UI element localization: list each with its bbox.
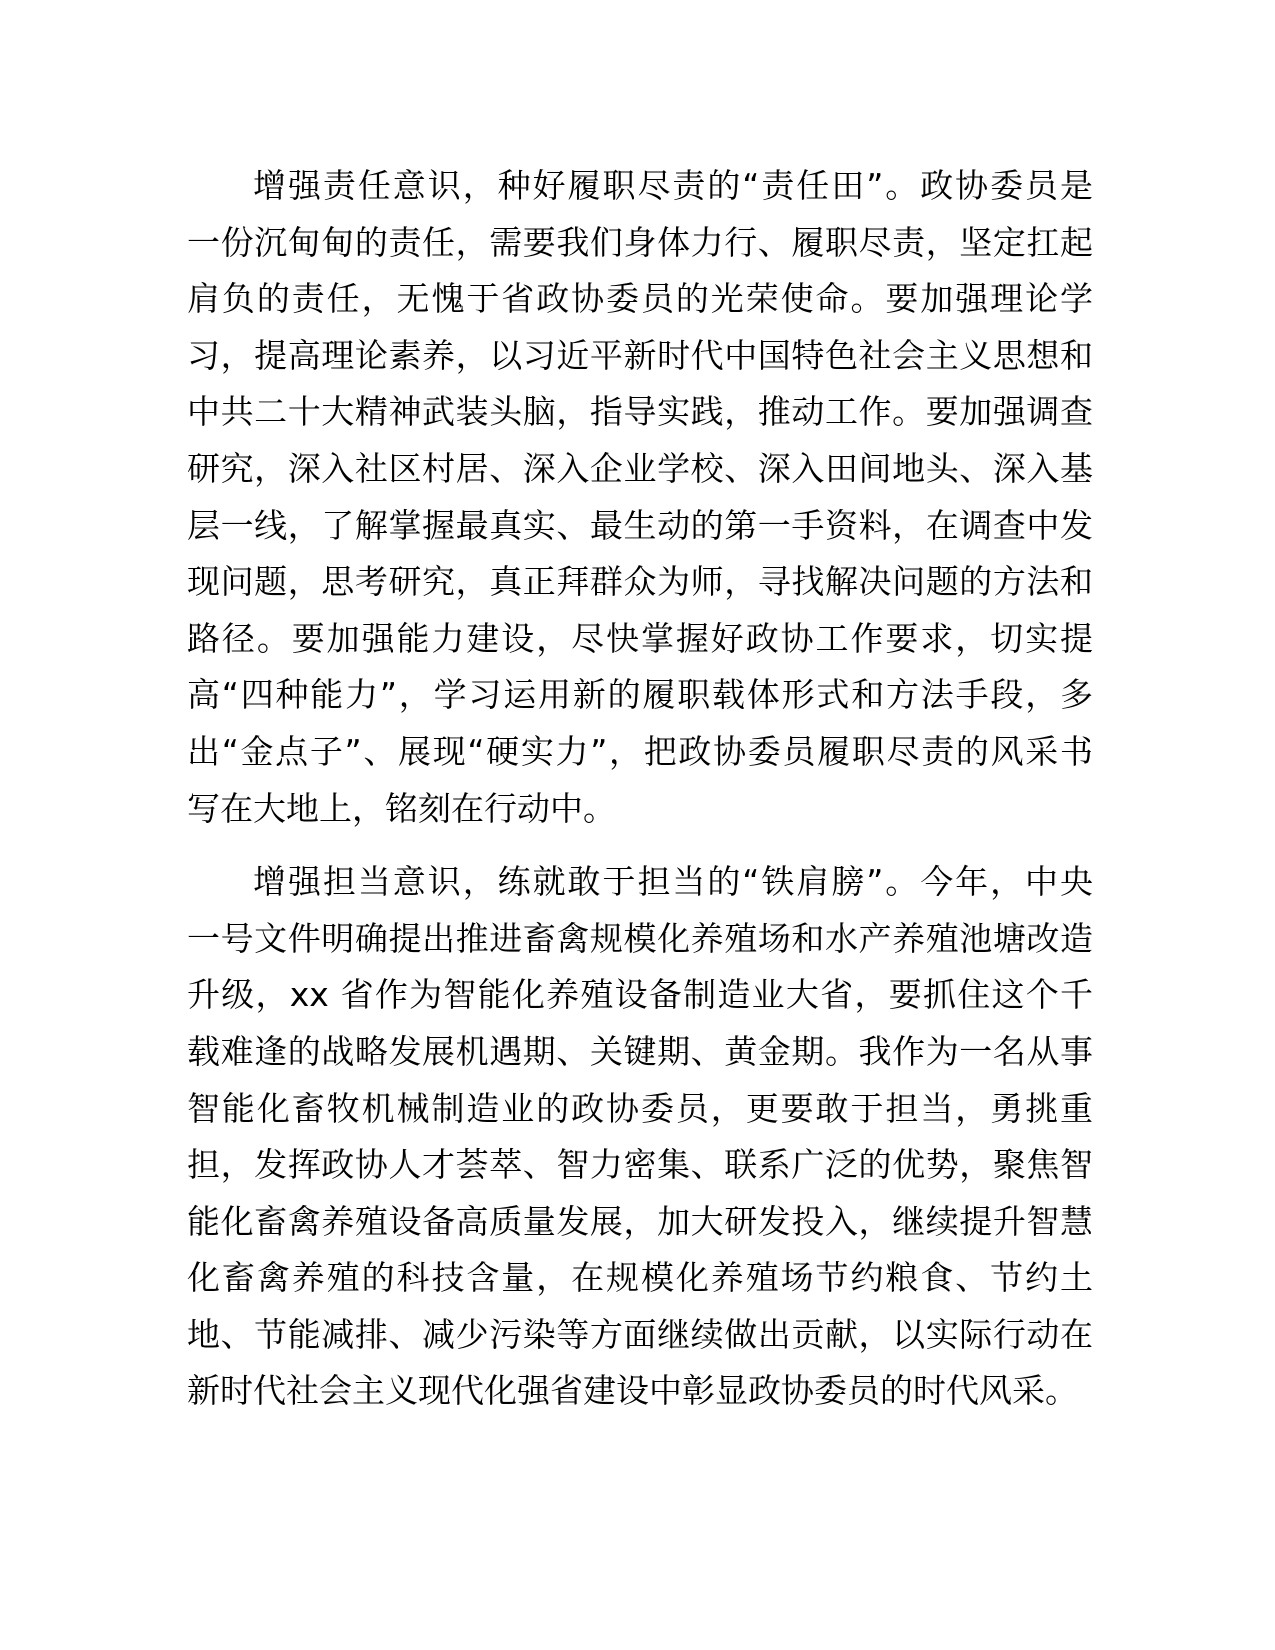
paragraph-line: 现问题，思考研究，真正拜群众为师，寻找解决问题的方法和	[187, 562, 1093, 602]
paragraph-line: 习，提高理论素养，以习近平新时代中国特色社会主义思想和	[187, 335, 1093, 375]
paragraph-line: 智能化畜牧机械制造业的政协委员，更要敢于担当，勇挑重	[187, 1088, 1093, 1128]
paragraph-line: 写在大地上，铭刻在行动中。	[187, 788, 616, 828]
paragraph-line: 载难逢的战略发展机遇期、关键期、黄金期。我作为一名从事	[187, 1031, 1093, 1071]
paragraph-commitment	[187, 854, 1093, 1420]
paragraph-line: 层一线，了解掌握最真实、最生动的第一手资料，在调查中发	[187, 505, 1093, 545]
paragraph-line: 升级，xx 省作为智能化养殖设备制造业大省，要抓住这个千	[187, 975, 1093, 1015]
paragraph-line: 担，发挥政协人才荟萃、智力密集、联系广泛的优势，聚焦智	[187, 1145, 1093, 1185]
paragraph-line: 地、节能减排、减少污染等方面继续做出贡献，以实际行动在	[187, 1314, 1093, 1354]
paragraph-line: 出“金点子”、展现“硬实力”，把政协委员履职尽责的风采书	[187, 731, 1093, 771]
paragraph-line: 肩负的责任，无愧于省政协委员的光荣使命。要加强理论学	[187, 279, 1093, 319]
paragraph-line: 一号文件明确提出推进畜禽规模化养殖场和水产养殖池塘改造	[187, 918, 1093, 958]
paragraph-line: 增强责任意识，种好履职尽责的“责任田”。政协委员是	[253, 166, 1093, 205]
paragraph-line: 能化畜禽养殖设备高质量发展，加大研发投入，继续提升智慧	[187, 1201, 1093, 1241]
paragraph-line: 新时代社会主义现代化强省建设中彰显政协委员的时代风采。	[187, 1371, 1078, 1411]
paragraph-line: 中共二十大精神武装头脑，指导实践，推动工作。要加强调查	[187, 392, 1093, 432]
paragraph-line: 一份沉甸甸的责任，需要我们身体力行、履职尽责，坚定扛起	[187, 222, 1093, 262]
paragraph-line: 路径。要加强能力建设，尽快掌握好政协工作要求，切实提	[187, 618, 1093, 658]
paragraph-line: 化畜禽养殖的科技含量，在规模化养殖场节约粮食、节约土	[187, 1258, 1093, 1298]
paragraph-responsibility	[187, 158, 1093, 837]
paragraph-line: 增强担当意识，练就敢于担当的“铁肩膀”。今年，中央	[253, 862, 1093, 902]
document-body	[187, 158, 1093, 1420]
paragraph-line: 研究，深入社区村居、深入企业学校、深入田间地头、深入基	[187, 448, 1093, 488]
paragraph-line: 高“四种能力”，学习运用新的履职载体形式和方法手段，多	[187, 675, 1093, 715]
